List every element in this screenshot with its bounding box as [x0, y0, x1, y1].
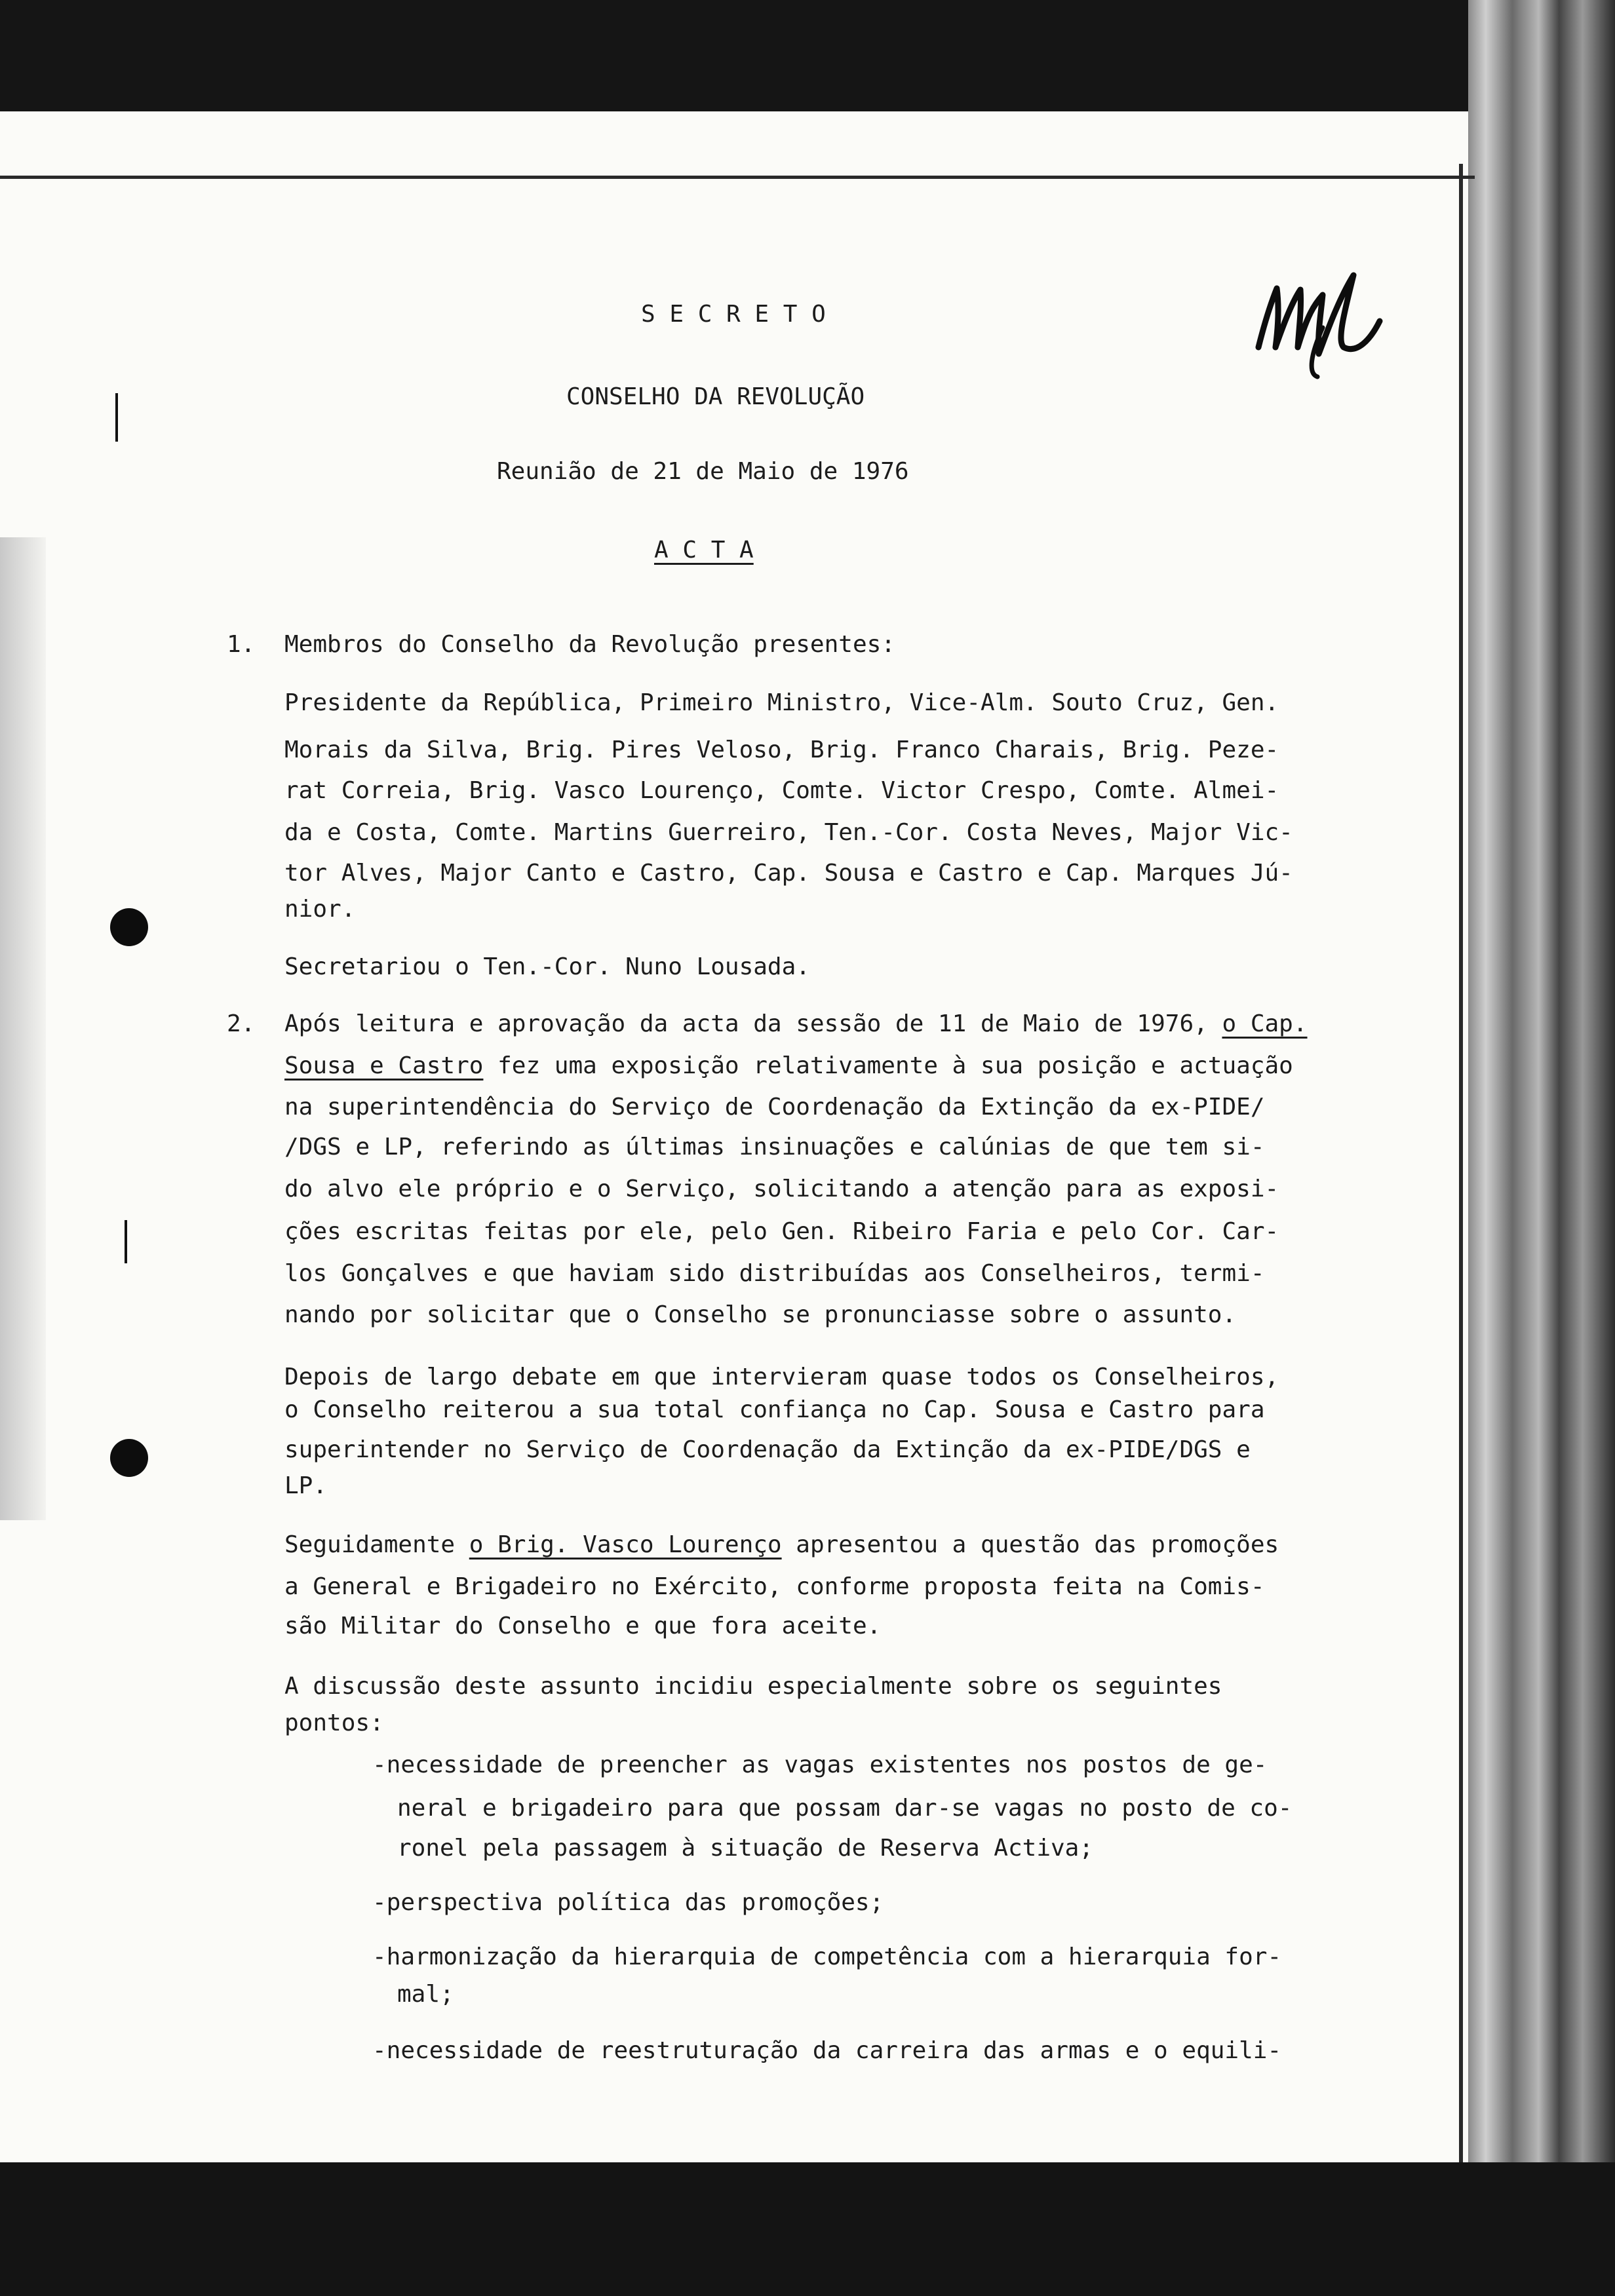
text-line: /DGS e LP, referindo as últimas insinuações e calúnias de que tem si-: [284, 1134, 1265, 1160]
list-item-continuation: mal;: [397, 1981, 454, 2008]
classification-label: S E C R E T O: [641, 301, 826, 328]
text-line: na superintendência do Serviço de Coordenação da Extinção da ex-PIDE/: [284, 1094, 1265, 1120]
scan-right-border: [1468, 0, 1615, 2296]
text-line: ções escritas feitas por ele, pelo Gen. Ribeiro Faria e pelo Cor. Car-: [284, 1218, 1279, 1245]
text-line: do alvo ele próprio e o Serviço, solicitando a atenção para as exposi-: [284, 1176, 1279, 1202]
section-number: 1.: [227, 631, 256, 658]
text-line: Após leitura e aprovação da acta da sessão de 11 de Maio de 1976, o Cap.: [284, 1010, 1308, 1037]
text-line: Presidente da República, Primeiro Ministro, Vice-Alm. Souto Cruz, Gen.: [284, 689, 1279, 716]
list-item-continuation: neral e brigadeiro para que possam dar-se vagas no posto de co-: [397, 1795, 1293, 1822]
meeting-date: Reunião de 21 de Maio de 1976: [497, 458, 909, 485]
council-title: CONSELHO DA REVOLUÇÃO: [566, 383, 865, 410]
text-line: Seguidamente o Brig. Vasco Lourenço apresentou a questão das promoções: [284, 1531, 1279, 1558]
handwritten-initials-icon: [1245, 249, 1390, 380]
list-item-continuation: ronel pela passagem à situação de Reserva Activa;: [397, 1835, 1094, 1862]
scan-bottom-border: [0, 2162, 1615, 2296]
punch-hole-icon: [110, 1439, 148, 1477]
list-item: -harmonização da hierarquia de competência com a hierarquia for-: [372, 1943, 1282, 1970]
text-line: Depois de largo debate em que intervieram quase todos os Conselheiros,: [284, 1364, 1279, 1390]
page-top-edge: [0, 176, 1475, 179]
text-line: los Gonçalves e que haviam sido distribuídas aos Conselheiros, termi-: [284, 1260, 1265, 1287]
text-line: pontos:: [284, 1710, 384, 1736]
text-line: o Conselho reiterou a sua total confiança no Cap. Sousa e Castro para: [284, 1396, 1265, 1423]
text-line: Morais da Silva, Brig. Pires Veloso, Brig. Franco Charais, Brig. Peze-: [284, 737, 1279, 763]
margin-mark: [125, 1220, 127, 1263]
text-line: LP.: [284, 1472, 328, 1499]
text-line: nior.: [284, 896, 356, 923]
text-line: superintender no Serviço de Coordenação da Extinção da ex-PIDE/DGS e: [284, 1436, 1251, 1463]
margin-mark: [115, 393, 118, 442]
text-line: Sousa e Castro fez uma exposição relativamente à sua posição e actuação: [284, 1052, 1293, 1079]
text-line: rat Correia, Brig. Vasco Lourenço, Comte. Victor Crespo, Comte. Almei-: [284, 777, 1279, 804]
punch-hole-icon: [110, 908, 148, 946]
page-right-edge: [1459, 164, 1463, 2182]
text-line: da e Costa, Comte. Martins Guerreiro, Ten.-Cor. Costa Neves, Major Vic-: [284, 819, 1293, 846]
list-item: -necessidade de preencher as vagas existentes nos postos de ge-: [372, 1751, 1268, 1778]
list-item: -necessidade de reestruturação da carreira das armas e o equili-: [372, 2037, 1282, 2064]
scan-left-shadow: [0, 537, 46, 1520]
text-line: a General e Brigadeiro no Exército, conforme proposta feita na Comis-: [284, 1573, 1265, 1600]
text-line: são Militar do Conselho e que fora aceite.: [284, 1613, 882, 1639]
document-title: A C T A: [654, 537, 754, 564]
list-item: -perspectiva política das promoções;: [372, 1889, 884, 1916]
secretary-line: Secretariou o Ten.-Cor. Nuno Lousada.: [284, 953, 810, 980]
text-line: tor Alves, Major Canto e Castro, Cap. Sousa e Castro e Cap. Marques Jú-: [284, 860, 1293, 887]
section-number: 2.: [227, 1010, 256, 1037]
text-line: A discussão deste assunto incidiu especialmente sobre os seguintes: [284, 1673, 1222, 1700]
section-heading: Membros do Conselho da Revolução presentes:: [284, 631, 895, 658]
text-line: nando por solicitar que o Conselho se pronunciasse sobre o assunto.: [284, 1301, 1237, 1328]
